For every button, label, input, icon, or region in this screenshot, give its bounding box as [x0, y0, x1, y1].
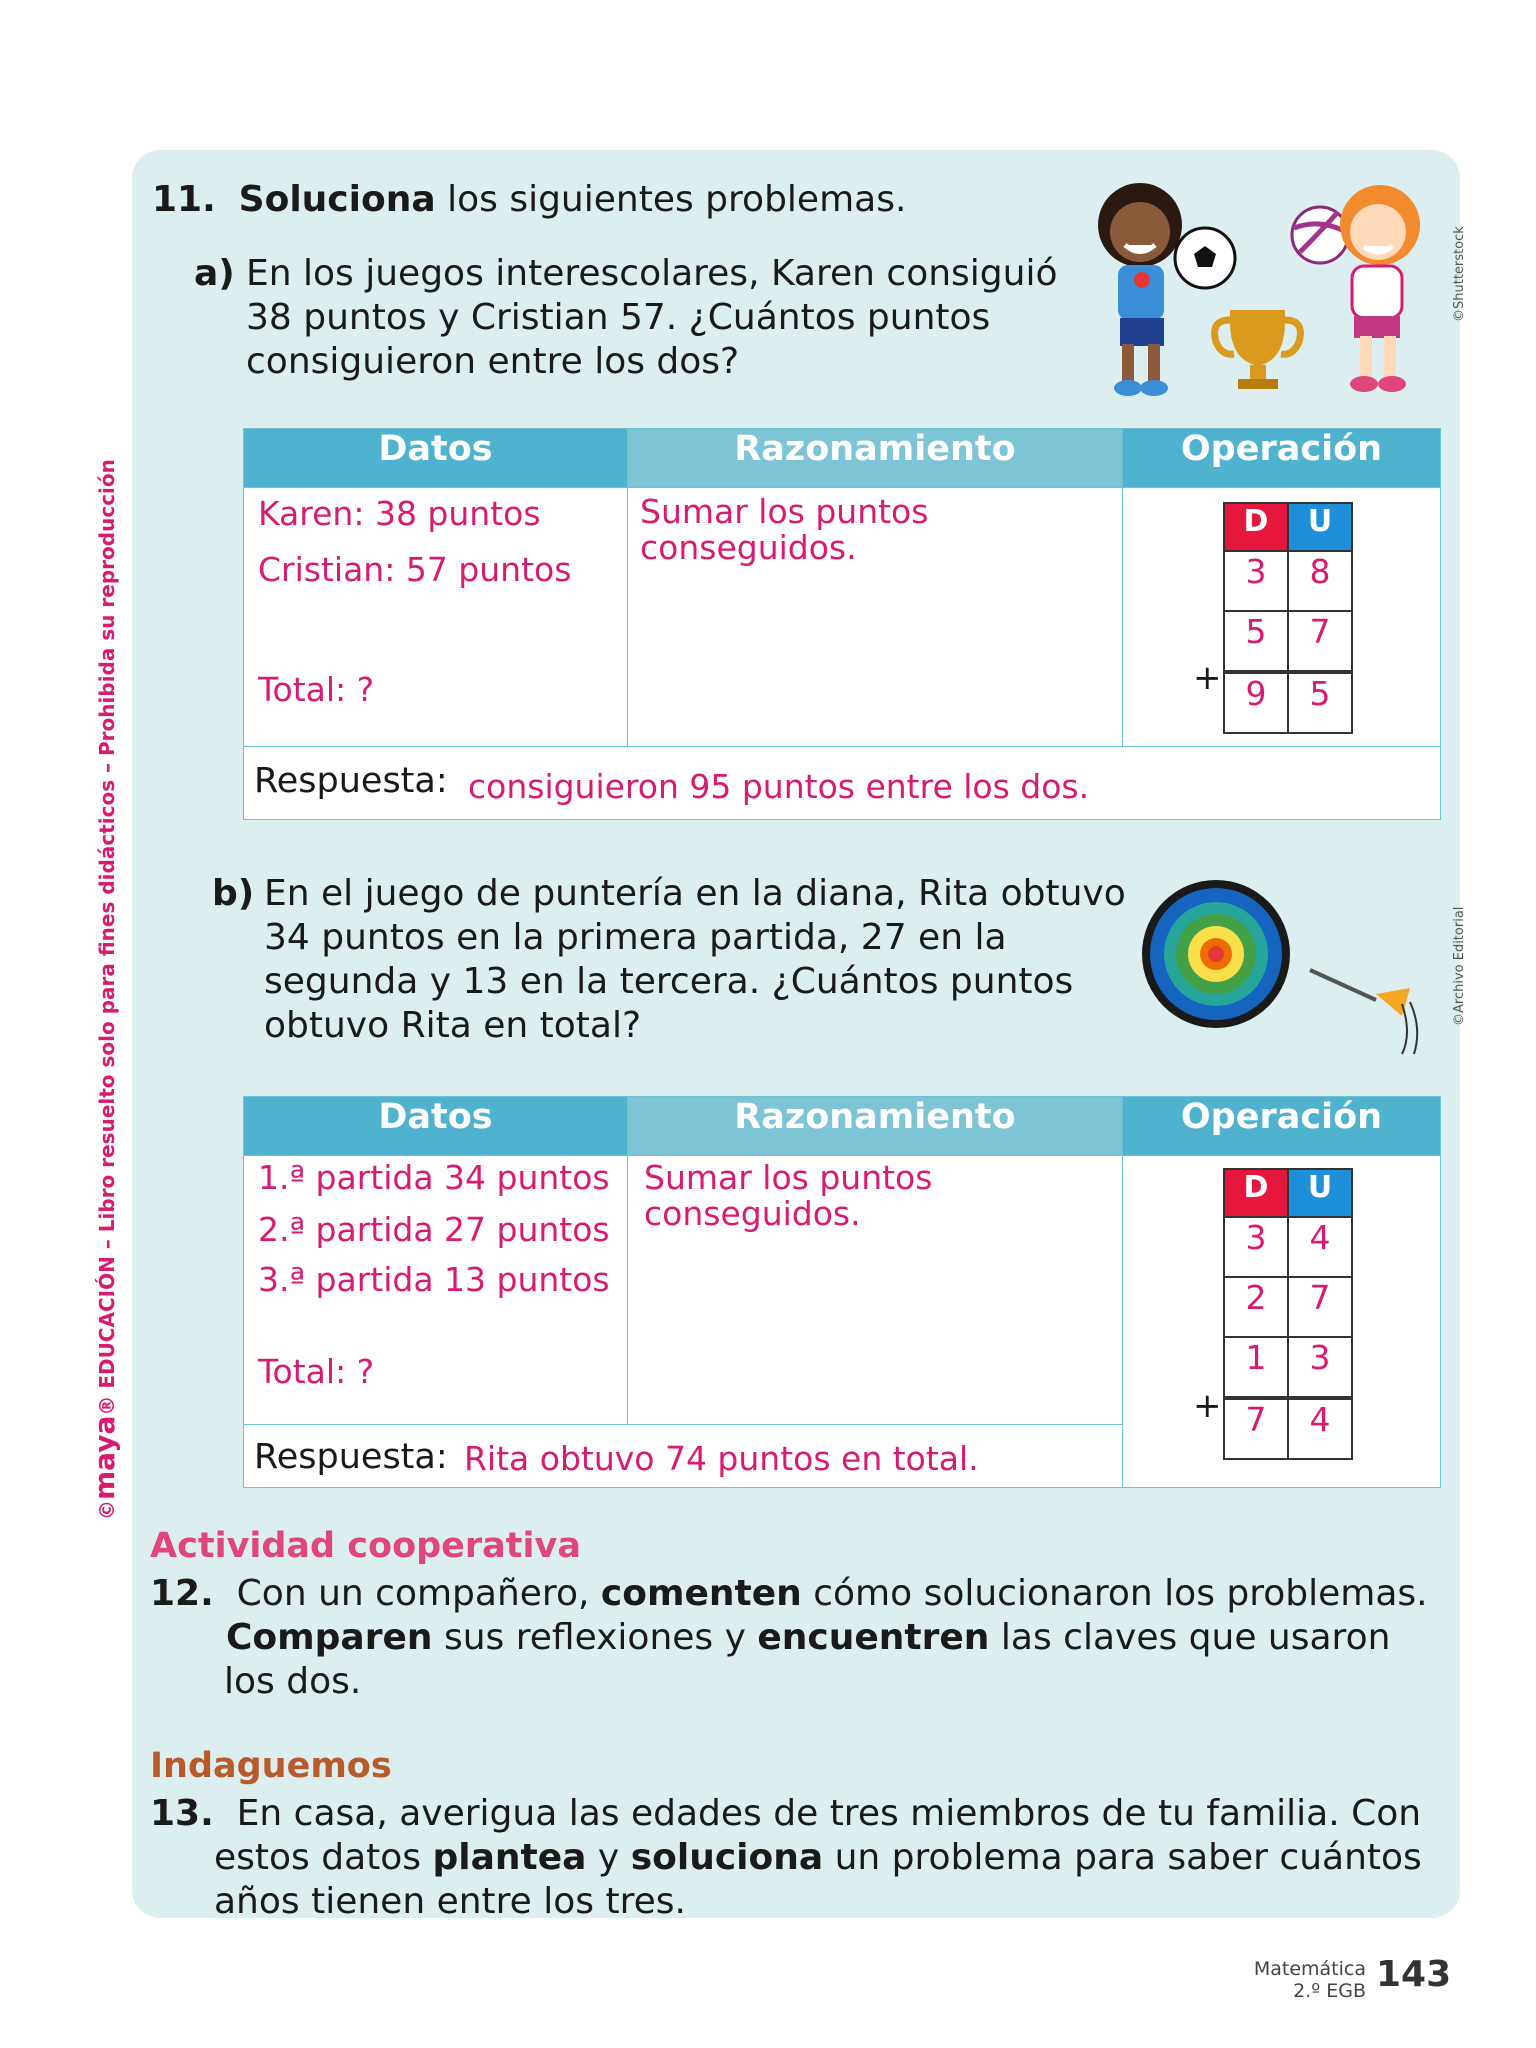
respuesta-label: Respuesta: — [254, 1437, 448, 1477]
du-d-header: D — [1224, 1169, 1288, 1217]
respuesta-label: Respuesta: — [254, 761, 448, 801]
du-sum: 4 — [1288, 1398, 1352, 1459]
dato-total: Total: ? — [258, 1352, 375, 1391]
du-cell: 2 — [1224, 1277, 1288, 1337]
respuesta-row — [244, 1425, 1123, 1488]
header-operacion: Operación — [1123, 429, 1441, 488]
coop-heading: Actividad cooperativa — [150, 1526, 581, 1566]
du-cell: 5 — [1224, 611, 1288, 672]
du-sum: 9 — [1224, 672, 1288, 733]
q13-text: 13. En casa, averigua las edades de tres miembros de tu familia. Con estos datos plantea y soluciona un problema para saber cuántos años tienen entre los tres. — [150, 1793, 1422, 1922]
side-copyright: ©maya® EDUCACIÓN – Libro resuelto solo para fines didácticos – Prohibida su reproducción — [88, 459, 121, 1520]
page-number: 143 — [1376, 1954, 1452, 1995]
du-d-header: D — [1224, 503, 1288, 551]
respuesta-text: consiguieron 95 puntos entre los dos. — [468, 767, 1090, 806]
razonamiento-text: Sumar los puntos conseguidos. — [640, 492, 929, 567]
kids-sports-illustration — [1080, 170, 1440, 400]
part-a-label: a) — [194, 253, 235, 294]
q12-text: 12. Con un compañero, comenten cómo solucionaron los problemas. Comparen sus reflexiones y encuentren las claves que usaron los dos. — [150, 1573, 1428, 1702]
razonamiento-cell — [628, 1156, 1123, 1425]
q11-heading: 11. Soluciona los siguientes problemas. — [152, 179, 907, 220]
credit-shutterstock: ©Shutterstock — [1452, 226, 1467, 322]
du-cell: 4 — [1288, 1217, 1352, 1277]
datos-cell — [244, 488, 628, 747]
table-a — [243, 428, 1441, 820]
ind-heading: Indaguemos — [150, 1746, 392, 1786]
part-b-label: b) — [212, 873, 255, 914]
dato-cristian: Cristian: 57 puntos — [258, 550, 572, 589]
header-razonamiento: Razonamiento — [628, 1097, 1123, 1156]
part-a-text: En los juegos interescolares, Karen consiguió 38 puntos y Cristian 57. ¿Cuántos puntos consiguieron entre los dos? — [246, 253, 1058, 382]
respuesta-text: Rita obtuvo 74 puntos en total. — [464, 1439, 979, 1478]
table-b — [243, 1096, 1441, 1488]
du-sum: 7 — [1224, 1398, 1288, 1459]
du-cell: 8 — [1288, 551, 1352, 611]
datos-cell — [244, 1156, 628, 1425]
part-b-text: En el juego de puntería en la diana, Rita obtuvo 34 puntos en la primera partida, 27 en la segunda y 13 en la tercera. ¿Cuántos puntos obtuvo Rita en total? — [264, 873, 1126, 1046]
dato-total: Total: ? — [258, 670, 375, 709]
operacion-cell — [1123, 1156, 1441, 1488]
du-sum: 5 — [1288, 672, 1352, 733]
header-datos: Datos — [244, 429, 628, 488]
razonamiento-text: Sumar los puntos conseguidos. — [644, 1158, 933, 1233]
du-cell: 1 — [1224, 1337, 1288, 1398]
footer-subject: Matemática 2.º EGB — [1253, 1958, 1366, 2002]
razonamiento-cell — [628, 488, 1123, 747]
du-cell: 7 — [1288, 611, 1352, 672]
du-cell: 3 — [1224, 551, 1288, 611]
dartboard-illustration — [1140, 876, 1440, 1066]
du-cell: 3 — [1224, 1217, 1288, 1277]
du-u-header: U — [1288, 1169, 1352, 1217]
operacion-cell — [1123, 488, 1441, 747]
respuesta-row — [244, 747, 1441, 820]
plus-sign: + — [1193, 658, 1222, 698]
dato-partida-2: 2.ª partida 27 puntos — [258, 1210, 610, 1249]
header-datos: Datos — [244, 1097, 628, 1156]
du-u-header: U — [1288, 503, 1352, 551]
du-grid-b — [1223, 1168, 1353, 1460]
du-cell: 3 — [1288, 1337, 1352, 1398]
du-cell: 7 — [1288, 1277, 1352, 1337]
dato-partida-3: 3.ª partida 13 puntos — [258, 1260, 610, 1299]
dato-partida-1: 1.ª partida 34 puntos — [258, 1158, 610, 1197]
du-grid-a — [1223, 502, 1353, 734]
dato-karen: Karen: 38 puntos — [258, 494, 541, 533]
header-operacion: Operación — [1123, 1097, 1441, 1156]
credit-archivo: ©Archivo Editorial — [1452, 906, 1467, 1026]
header-razonamiento: Razonamiento — [628, 429, 1123, 488]
plus-sign: + — [1193, 1386, 1222, 1426]
